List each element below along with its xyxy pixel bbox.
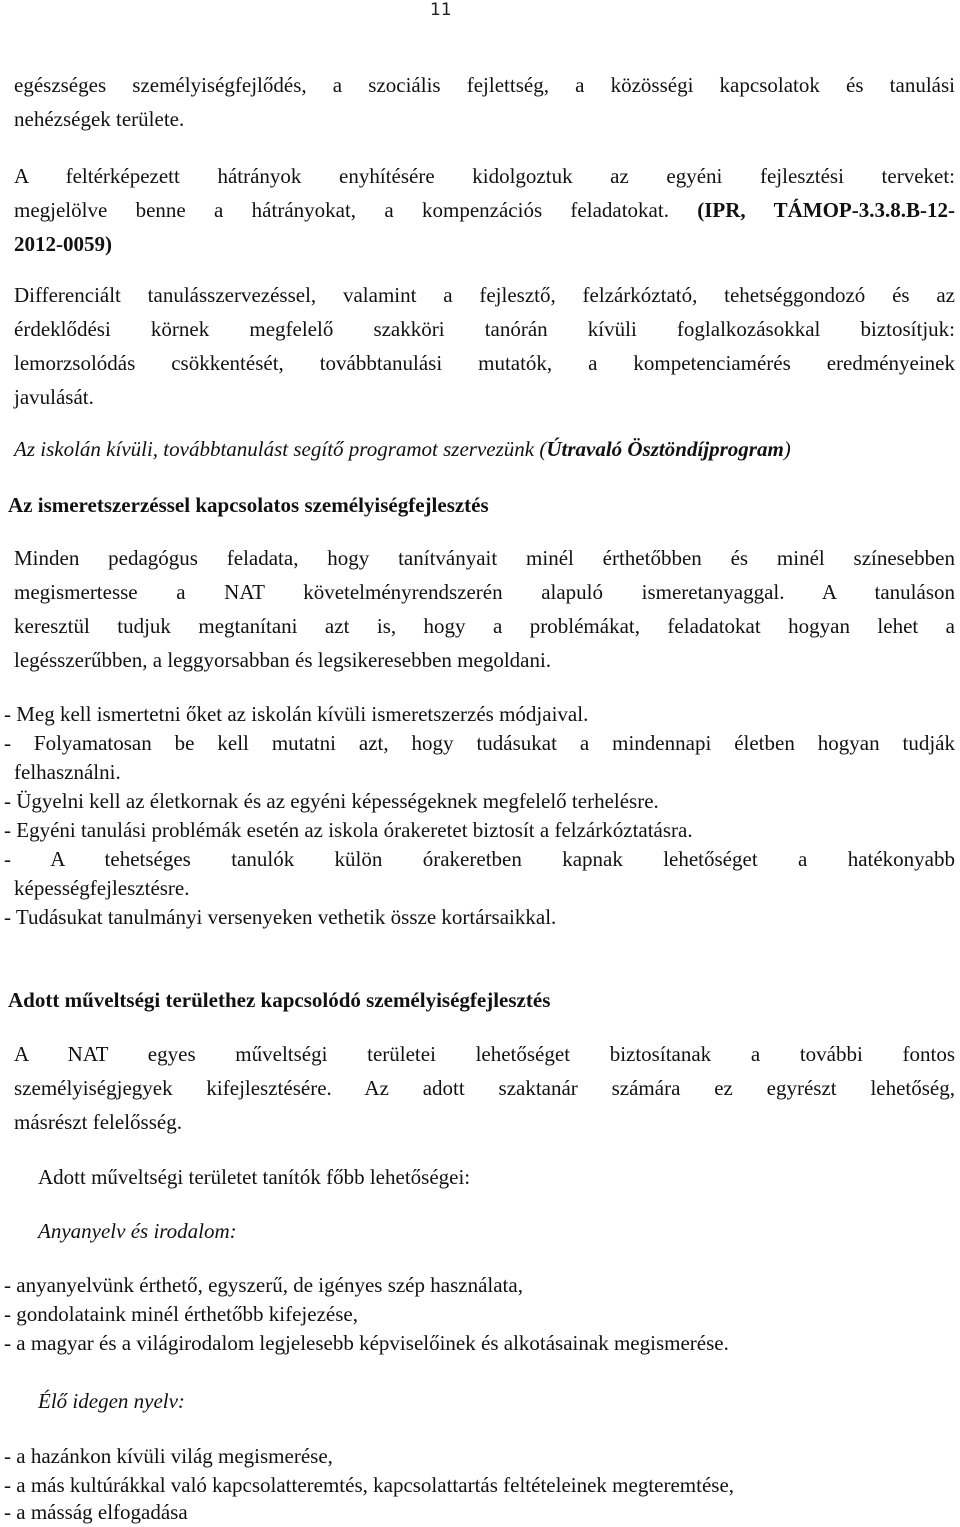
- paragraph-line: [14, 193, 955, 227]
- section-heading: Az ismeretszerzéssel kapcsolatos személyiségfejlesztés: [8, 493, 489, 517]
- paragraph-text: megjelölve benne a hátrányokat, a kompenzációs feladatokat.: [14, 198, 669, 222]
- project-reference: (IPR, TÁMOP-3.3.8.B-12-: [697, 198, 955, 222]
- list-item: - Ügyelni kell az életkornak és az egyéni képességeknek megfelelő terhelésre.: [4, 789, 659, 813]
- list-item: - gondolataink minél érthetőbb kifejezése,: [4, 1302, 358, 1326]
- list-item: - anyanyelvünk érthető, egyszerű, de igényes szép használata,: [4, 1273, 523, 1297]
- program-name: Útravaló Ösztöndíjprogram: [546, 437, 784, 461]
- italic-text: Az iskolán kívüli, továbbtanulást segítő programot szervezünk (: [14, 437, 547, 461]
- list-item: - Meg kell ismertetni őket az iskolán kívüli ismeretszerzés módjaival.: [4, 702, 589, 726]
- list-item: - Tudásukat tanulmányi versenyeken vethetik össze kortársaikkal.: [4, 905, 557, 929]
- list-item: - Egyéni tanulási problémák esetén az iskola órakeretet biztosít a felzárkóztatásra.: [4, 818, 693, 842]
- italic-text-end: ): [783, 437, 791, 461]
- list-item-continuation: felhasználni.: [14, 760, 121, 784]
- list-item: - a magyar és a világirodalom legjelesebb képviselőinek és alkotásainak megismerése.: [4, 1331, 729, 1355]
- paragraph-line: személyiségjegyek kifejlesztésére. Az adott szaktanár számára ez egyrészt lehetőség,: [14, 1076, 955, 1100]
- paragraph-line: Differenciált tanulásszervezéssel, valamint a fejlesztő, felzárkóztató, tehetséggondozó és az: [14, 283, 955, 307]
- list-item: - A tehetséges tanulók külön órakeretben kapnak lehetőséget a hatékonyabb: [4, 847, 955, 871]
- italic-paragraph: [14, 432, 955, 466]
- list-item: - Folyamatosan be kell mutatni azt, hogy tudásukat a mindennapi életben hogyan tudják: [4, 731, 955, 755]
- list-item-continuation: képességfejlesztésre.: [14, 876, 190, 900]
- paragraph-line: egészséges személyiségfejlődés, a szociális fejlettség, a közösségi kapcsolatok és tanulási: [14, 73, 955, 97]
- list-item: - a hazánkon kívüli világ megismerése,: [4, 1444, 333, 1468]
- paragraph-line: Adott műveltségi területet tanítók főbb lehetőségei:: [38, 1165, 471, 1189]
- subject-subheading: Élő idegen nyelv:: [38, 1389, 185, 1413]
- paragraph-line: lemorzsolódás csökkentését, továbbtanulási mutatók, a kompetenciamérés eredményeinek: [14, 351, 955, 375]
- section-heading: Adott műveltségi területhez kapcsolódó személyiségfejlesztés: [8, 988, 551, 1012]
- list-item: - a másság elfogadása: [4, 1500, 188, 1524]
- list-item: - a más kultúrákkal való kapcsolatteremtés, kapcsolattartás feltételeinek megteremtése,: [4, 1473, 735, 1497]
- paragraph-line: érdeklődési körnek megfelelő szakköri tanórán kívüli foglalkozásokkal biztosítjuk:: [14, 317, 955, 341]
- paragraph-line: javulását.: [14, 385, 94, 409]
- page-number: 11: [430, 0, 452, 20]
- paragraph-line: Minden pedagógus feladata, hogy tanítványait minél érthetőbben és minél színesebben: [14, 546, 955, 570]
- paragraph-line: nehézségek területe.: [14, 107, 185, 131]
- subject-subheading: Anyanyelv és irodalom:: [38, 1219, 237, 1243]
- paragraph-line: másrészt felelősség.: [14, 1110, 182, 1134]
- paragraph-line: legésszerűbben, a leggyorsabban és legsikeresebben megoldani.: [14, 648, 552, 672]
- project-reference-end: 2012-0059): [14, 232, 112, 256]
- paragraph-line: A NAT egyes műveltségi területei lehetőséget biztosítanak a további fontos: [14, 1042, 955, 1066]
- paragraph-line: megismertesse a NAT követelményrendszerén alapuló ismeretanyaggal. A tanuláson: [14, 580, 955, 604]
- paragraph-line: keresztül tudjuk megtanítani azt is, hogy a problémákat, feladatokat hogyan lehet a: [14, 614, 955, 638]
- paragraph-line: A feltérképezett hátrányok enyhítésére kidolgoztuk az egyéni fejlesztési terveket:: [14, 164, 955, 188]
